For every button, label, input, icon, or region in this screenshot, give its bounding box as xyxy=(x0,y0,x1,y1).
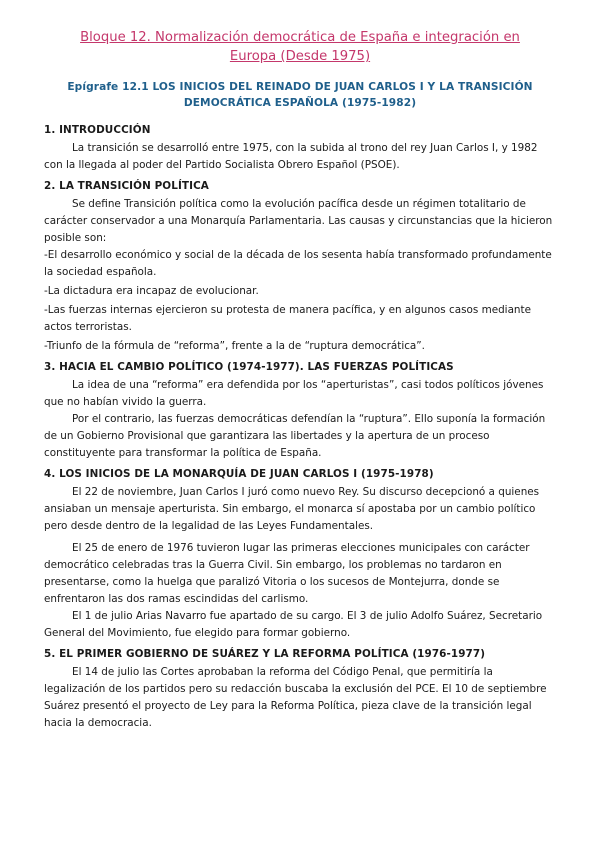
list-item: -La dictadura era incapaz de evolucionar. xyxy=(44,285,259,297)
paragraph: Se define Transición política como la evolución pacífica desde un régimen totalitario de carácter conservador a una Monarquía Parlamentaria. Las causas y circunstancias que la hicieron posible son: xyxy=(44,198,553,244)
section-introduccion xyxy=(44,123,556,174)
section-cambio-politico xyxy=(44,360,556,462)
section-inicios-monarquia xyxy=(44,467,556,642)
paragraph: El 1 de julio Arias Navarro fue apartado de su cargo. El 3 de julio Adolfo Suárez, Secretario General del Movimiento, fue elegido para formar gobierno. xyxy=(44,610,543,639)
title-line-2: Europa (Desde 1975) xyxy=(229,49,371,64)
paragraph: La transición se desarrolló entre 1975, con la subida al trono del rey Juan Carlos I, y 1982 con la llegada al poder del Partido Socialista Obrero Español (PSOE). xyxy=(44,142,538,171)
section-heading: 5. EL PRIMER GOBIERNO DE SUÁREZ Y LA REFORMA POLÍTICA (1976-1977) xyxy=(44,648,486,660)
section-heading: 2. LA TRANSICIÓN POLÍTICA xyxy=(44,180,209,192)
section-heading: 4. LOS INICIOS DE LA MONARQUÍA DE JUAN CARLOS I (1975-1978) xyxy=(44,468,434,480)
paragraph: El 25 de enero de 1976 tuvieron lugar las primeras elecciones municipales con carácter democrático celebradas tras la Guerra Civil. Sin embargo, los problemas no tardaron en presentarse, como la huelga que paralizó Vitoria o los sucesos de Montejurra, donde se enfrentaron las dos ramas escindidas del carlismo. xyxy=(44,542,530,605)
epigraph-line-2: DEMOCRÁTICA ESPAÑOLA (1975-1982) xyxy=(183,97,417,109)
list-item: -El desarrollo económico y social de la década de los sesenta había transformado profundamente la sociedad española. xyxy=(44,249,552,278)
section-heading: 1. INTRODUCCIÓN xyxy=(44,124,151,136)
paragraph: La idea de una “reforma” era defendida por los “aperturistas”, casi todos políticos jóvenes que no habían vivido la guerra. xyxy=(44,379,544,408)
epigraph-line-1: Epígrafe 12.1 LOS INICIOS DEL REINADO DE JUAN CARLOS I Y LA TRANSICIÓN xyxy=(67,81,533,93)
paragraph: El 22 de noviembre, Juan Carlos I juró como nuevo Rey. Su discurso decepcionó a quienes ansiaban un mensaje aperturista. Sin embargo, el monarca sí apostaba por un cambio político pero desde dentro de la legalidad de las Leyes Fundamentales. xyxy=(44,486,540,532)
epigraph-title xyxy=(44,79,556,111)
document-title xyxy=(44,28,556,66)
title-line-1: Bloque 12. Normalización democrática de España e integración en xyxy=(80,30,520,45)
section-heading: 3. HACIA EL CAMBIO POLÍTICO (1974-1977). LAS FUERZAS POLÍTICAS xyxy=(44,361,454,373)
list-item: -Las fuerzas internas ejercieron su protesta de manera pacífica, y en algunos casos mediante actos terroristas. xyxy=(44,304,531,333)
paragraph: El 14 de julio las Cortes aprobaban la reforma del Código Penal, que permitiría la legalización de los partidos pero su redacción buscaba la exclusión del PCE. El 10 de septiembre Suárez presentó el proyecto de Ley para la Reforma Política, pieza clave de la transición legal hacia la democracia. xyxy=(44,666,547,729)
paragraph: Por el contrario, las fuerzas democráticas defendían la “ruptura”. Ello suponía la formación de un Gobierno Provisional que garantizara las libertades y la apertura de un proceso constituyente para transformar la política de España. xyxy=(44,413,546,459)
causes-list xyxy=(44,247,556,355)
section-primer-gobierno-suarez xyxy=(44,647,556,732)
section-transicion-politica xyxy=(44,179,556,355)
list-item: -Triunfo de la fórmula de “reforma”, frente a la de “ruptura democrática”. xyxy=(44,340,425,352)
